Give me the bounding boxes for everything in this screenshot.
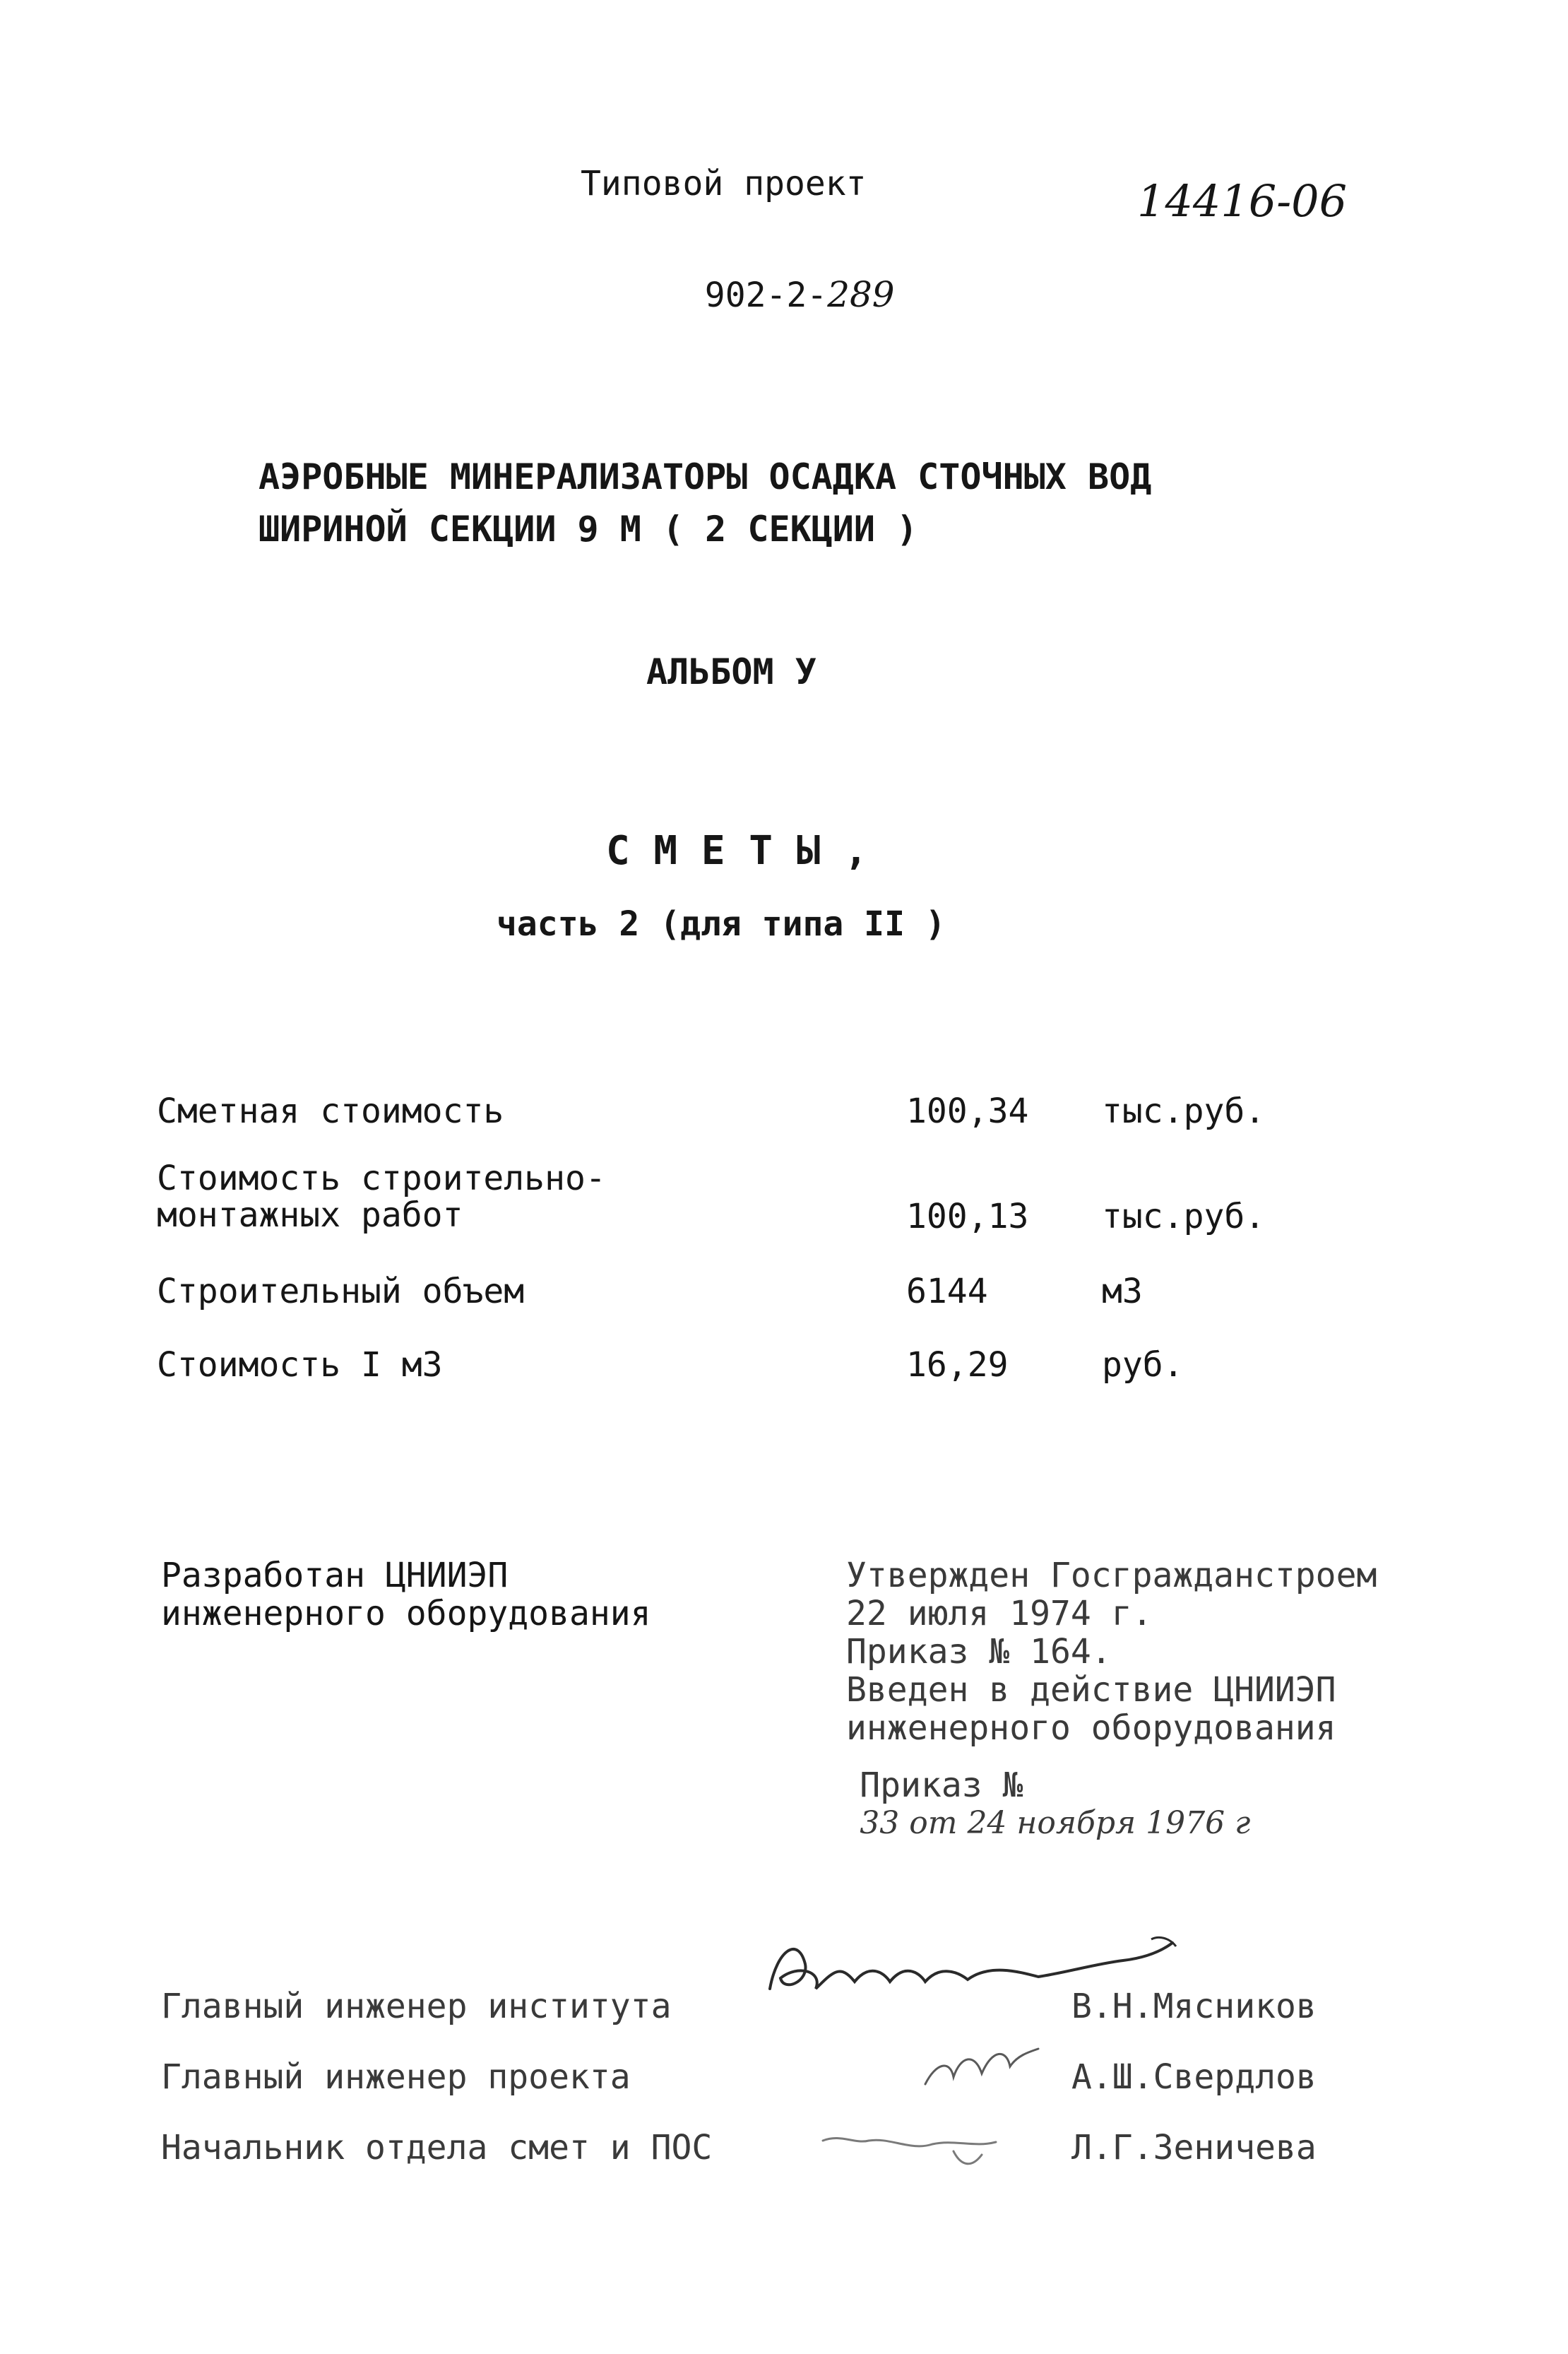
approval-line-1: Утвержден Госгражданстроем <box>846 1556 1377 1595</box>
approval-line-5: инженерного оборудования <box>846 1708 1336 1748</box>
approval-line-4: Введен в действие ЦНИИЭП <box>846 1670 1336 1710</box>
figure-unit: тыс.руб. <box>1102 1197 1266 1236</box>
signatory-name: А.Ш.Свердлов <box>1071 2057 1317 2097</box>
figure-label: Строительный объем <box>157 1272 525 1311</box>
approval-order-handwritten: 33 от 24 ноября 1976 г <box>860 1805 1251 1841</box>
signature-chief-engineer-institute <box>756 1922 1194 2013</box>
figure-value: 100,34 <box>906 1092 1029 1131</box>
signatory-name: В.Н.Мясников <box>1071 1987 1317 2026</box>
figure-value: 6144 <box>906 1272 988 1311</box>
figure-unit: м3 <box>1102 1272 1143 1311</box>
section-title: С М Е Т Ы , <box>606 828 868 874</box>
approval-line-6 <box>846 1752 1250 1841</box>
doc-number-printed: 902-2- <box>704 276 828 315</box>
signatory-position: Начальник отдела смет и ПОС <box>161 2128 713 2167</box>
doc-number-handwritten: 289 <box>827 274 895 315</box>
section-subtitle: часть 2 (для типа II ) <box>497 904 946 944</box>
signatory-position: Главный инженер института <box>161 1987 672 2026</box>
album-title: АЛЬБОМ У <box>646 651 816 692</box>
figure-value: 100,13 <box>906 1197 1029 1236</box>
signature-chief-engineer-project <box>911 2035 1052 2098</box>
figure-unit: руб. <box>1102 1345 1184 1385</box>
approval-order-printed: Приказ № <box>860 1765 1023 1805</box>
signatory-name: Л.Г.Зеничева <box>1071 2128 1317 2167</box>
doc-number <box>664 235 895 315</box>
figure-unit: тыс.руб. <box>1102 1092 1266 1131</box>
figure-label: Стоимость строительно- монтажных работ <box>157 1159 606 1235</box>
signatory-position: Главный инженер проекта <box>161 2057 631 2097</box>
title-line-1: АЭРОБНЫЕ МИНЕРАЛИЗАТОРЫ ОСАДКА СТОЧНЫХ ВОД <box>259 456 1152 497</box>
figure-label: Сметная стоимость <box>157 1092 504 1131</box>
developed-by-line-1: Разработан ЦНИИЭП <box>161 1556 509 1595</box>
title-line-2: ШИРИНОЙ СЕКЦИИ 9 М ( 2 СЕКЦИИ ) <box>259 509 918 550</box>
archive-number: 14416-06 <box>1137 175 1348 227</box>
signature-head-of-estimates <box>812 2112 1024 2176</box>
figure-value: 16,29 <box>906 1345 1009 1385</box>
doc-type: Типовой проект <box>581 164 867 203</box>
developed-by-line-2: инженерного оборудования <box>161 1594 651 1633</box>
figure-label: Стоимость I м3 <box>157 1345 443 1385</box>
approval-line-3: Приказ № 164. <box>846 1632 1112 1672</box>
approval-line-2: 22 июля 1974 г. <box>846 1594 1153 1633</box>
